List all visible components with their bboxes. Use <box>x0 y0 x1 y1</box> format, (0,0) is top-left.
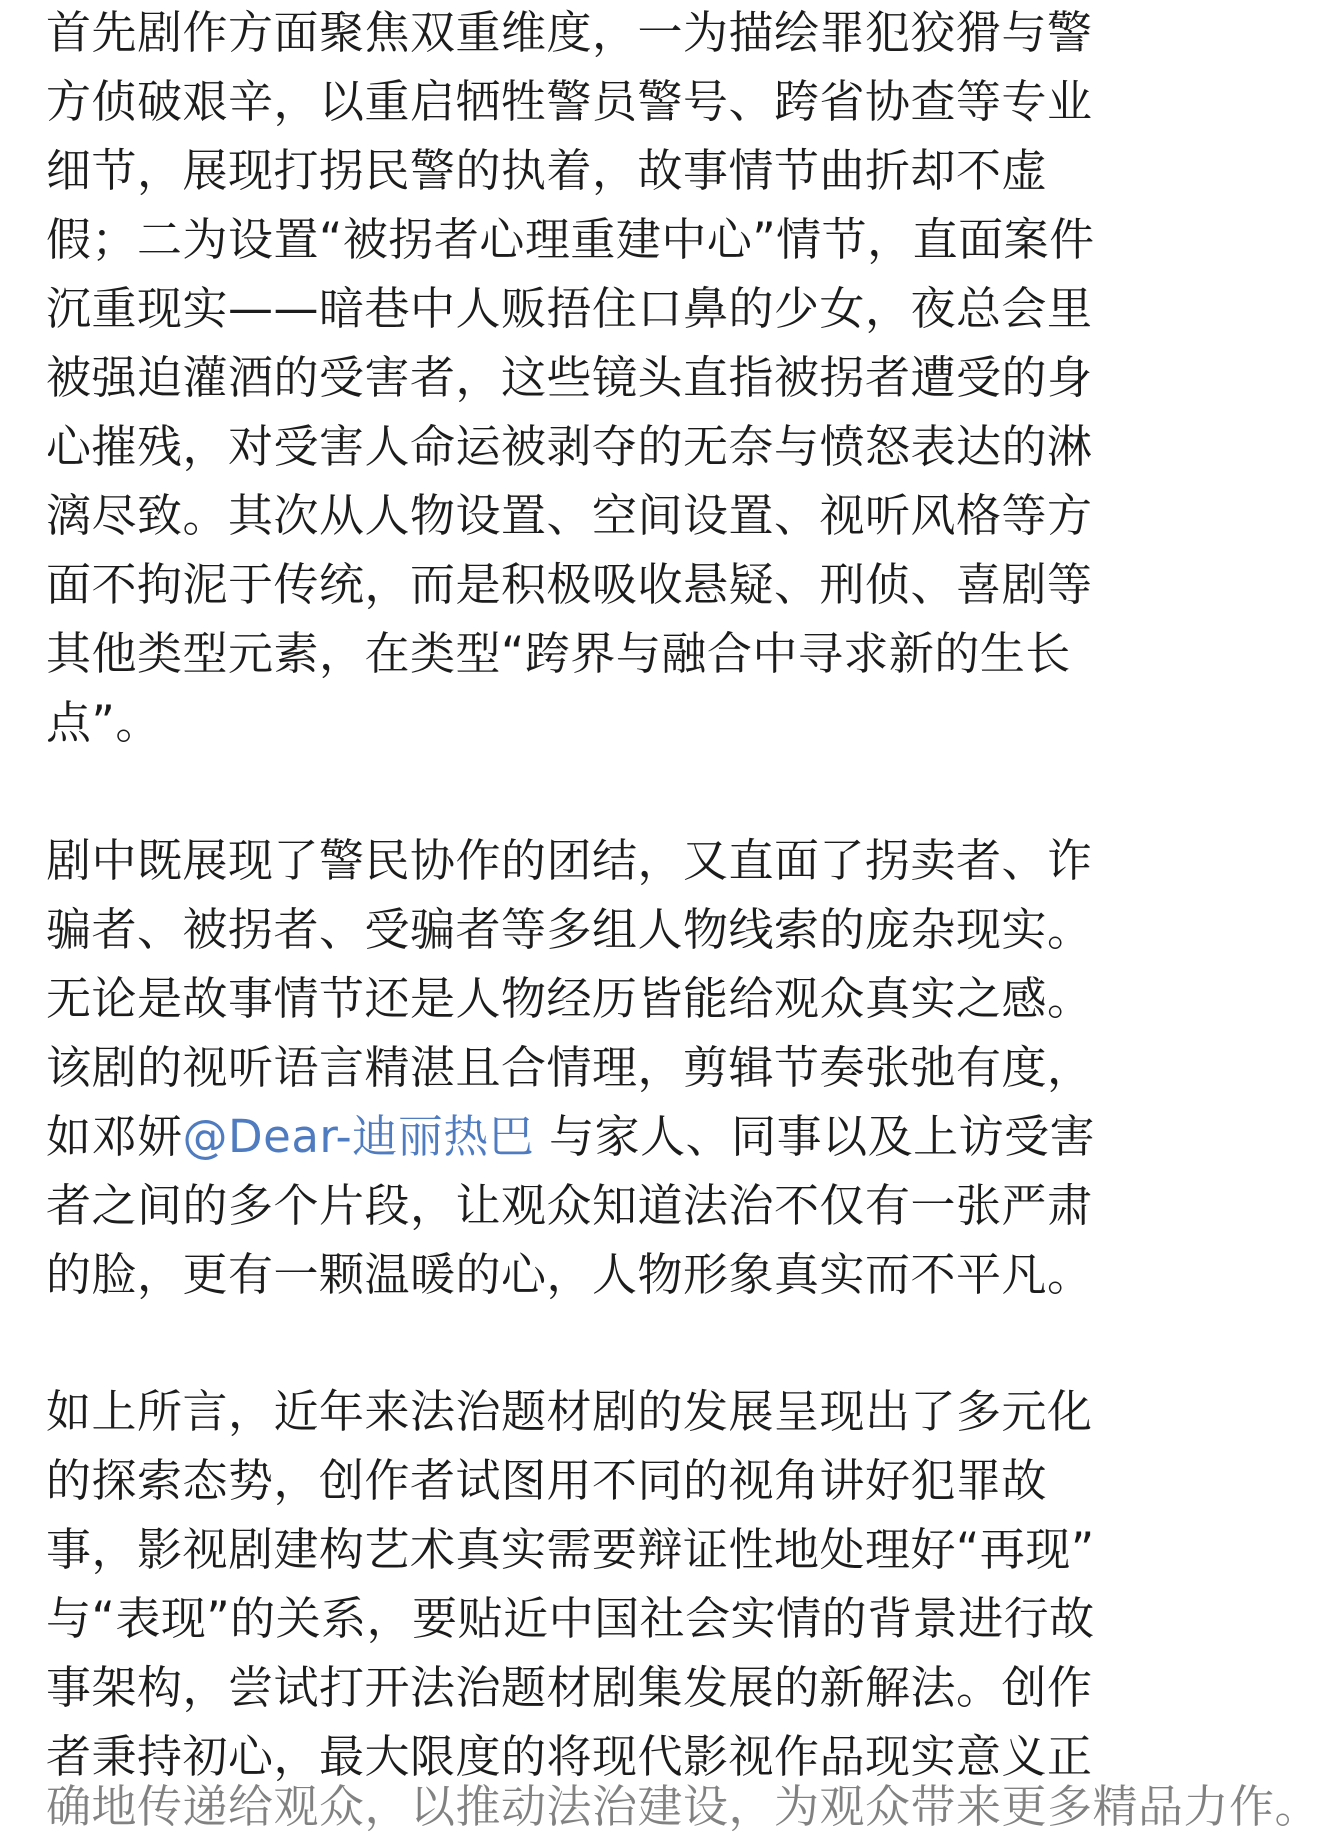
user-mention-link[interactable]: @Dear-迪丽热巴 <box>182 1110 535 1163</box>
text-line: 的探索态势，创作者试图用不同的视角讲好犯罪故 <box>46 1454 1048 1507</box>
text-line: 者秉持初心，最大限度的将现代影视作品现实意义正 <box>46 1730 1093 1783</box>
mention-line-after: 与家人、同事以及上访受害 <box>534 1110 1096 1163</box>
text-line: 点”。 <box>46 696 161 749</box>
paragraph-1 <box>46 0 1206 757</box>
paragraph-3 <box>46 1377 1206 1791</box>
text-line: 与“表现”的关系，要贴近中国社会实情的背景进行故 <box>46 1592 1095 1645</box>
text-line: 首先剧作方面聚焦双重维度，一为描绘罪犯狡猾与警 <box>46 6 1093 59</box>
text-line: 其他类型元素，在类型“跨界与融合中寻求新的生长 <box>46 627 1071 680</box>
text-line: 被强迫灌酒的受害者，这些镜头直指被拐者遭受的身 <box>46 351 1093 404</box>
text-line: 漓尽致。其次从人物设置、空间设置、视听风格等方 <box>46 489 1093 542</box>
text-line: 事架构，尝试打开法治题材剧集发展的新解法。创作 <box>46 1661 1093 1714</box>
text-line: 无论是故事情节还是人物经历皆能给观众真实之感。 <box>46 972 1093 1025</box>
text-line: 骗者、被拐者、受骗者等多组人物线索的庞杂现实。 <box>46 903 1093 956</box>
text-line: 面不拘泥于传统，而是积极吸收悬疑、刑侦、喜剧等 <box>46 558 1093 611</box>
text-line: 假；二为设置“被拐者心理重建中心”情节，直面案件 <box>46 213 1095 266</box>
mention-line <box>46 1102 1206 1171</box>
text-line: 的脸，更有一颗温暖的心，人物形象真实而不平凡。 <box>46 1248 1093 1301</box>
paragraph-2 <box>46 826 1206 1309</box>
mention-line-before: 如邓妍 <box>46 1110 183 1163</box>
text-line: 方侦破艰辛，以重启牺牲警员警号、跨省协查等专业 <box>46 75 1093 128</box>
cut-off-line <box>46 1780 1320 1833</box>
text-line: 沉重现实——暗巷中人贩捂住口鼻的少女，夜总会里 <box>46 282 1093 335</box>
text-line: 心摧残，对受害人命运被剥夺的无奈与愤怒表达的淋 <box>46 420 1093 473</box>
text-line-partial: 确地传递给观众，以推动法治建设，为观众带来更多精品力作。 <box>46 1780 1320 1833</box>
text-line: 如上所言，近年来法治题材剧的发展呈现出了多元化 <box>46 1385 1093 1438</box>
text-line: 剧中既展现了警民协作的团结，又直面了拐卖者、诈 <box>46 834 1093 887</box>
text-line: 者之间的多个片段，让观众知道法治不仅有一张严肃 <box>46 1179 1093 1232</box>
text-line: 细节，展现打拐民警的执着，故事情节曲折却不虚 <box>46 144 1048 197</box>
text-line: 该剧的视听语言精湛且合情理，剪辑节奏张弛有度， <box>46 1041 1093 1094</box>
text-line: 事，影视剧建构艺术真实需要辩证性地处理好“再现” <box>46 1523 1095 1576</box>
